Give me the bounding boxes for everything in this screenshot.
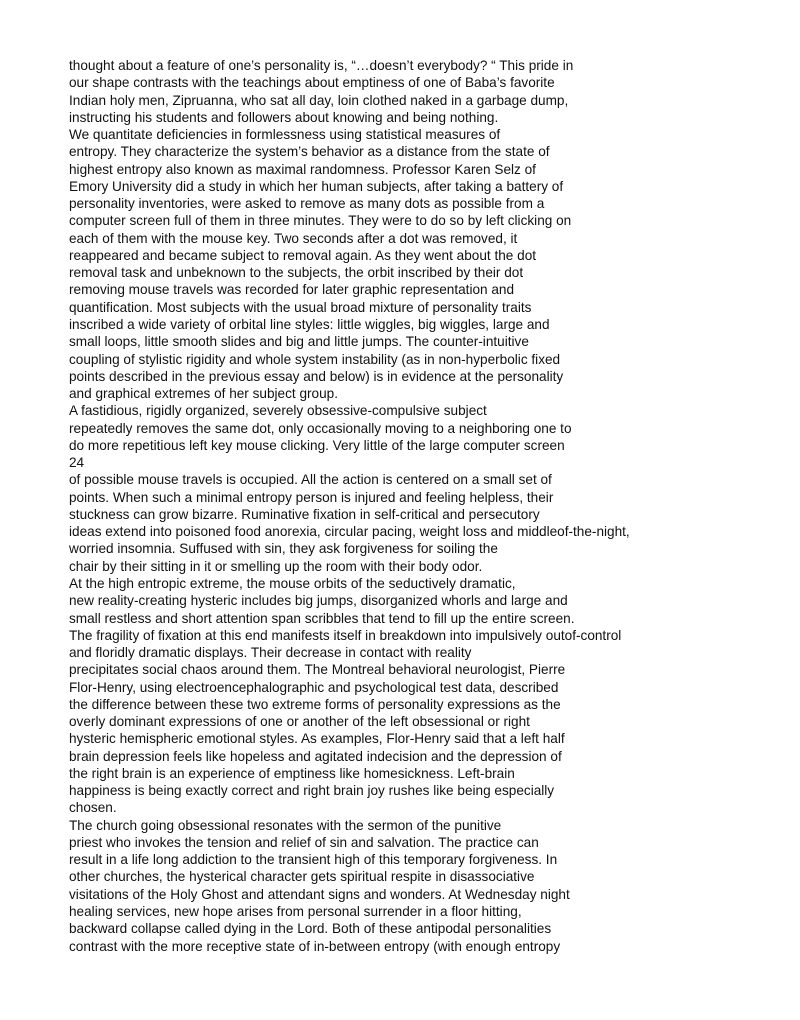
text-line: contrast with the more receptive state of in-between entropy (with enough entropy	[69, 938, 561, 954]
text-line: healing services, new hope arises from personal surrender in a floor hitting,	[69, 904, 522, 920]
text-line: our shape contrasts with the teachings about emptiness of one of Baba’s favorite	[69, 75, 555, 91]
text-line: stuckness can grow bizarre. Ruminative fixation in self-critical and persecutory	[69, 506, 540, 522]
text-line: overly dominant expressions of one or another of the left obsessional or right	[69, 714, 530, 730]
body-text	[69, 57, 769, 955]
text-line: the right brain is an experience of emptiness like homesickness. Left-brain	[69, 765, 515, 781]
text-line: inscribed a wide variety of orbital line styles: little wiggles, big wiggles, large and	[69, 316, 550, 332]
text-line: new reality-creating hysteric includes big jumps, disorganized whorls and large and	[69, 593, 568, 609]
text-line: priest who invokes the tension and relief of sin and salvation. The practice can	[69, 834, 539, 850]
text-line: removal task and unbeknown to the subjects, the orbit inscribed by their dot	[69, 265, 524, 281]
text-line: small restless and short attention span scribbles that tend to fill up the entire screen.	[69, 610, 575, 626]
text-line: A fastidious, rigidly organized, severely obsessive-compulsive subject	[69, 403, 487, 419]
text-line: repeatedly removes the same dot, only occasionally moving to a neighboring one to	[69, 420, 572, 436]
text-line: happiness is being exactly correct and right brain joy rushes like being especially	[69, 783, 555, 799]
text-line: hysteric hemispheric emotional styles. As examples, Flor-Henry said that a left half	[69, 731, 565, 747]
text-line: coupling of stylistic rigidity and whole system instability (as in non-hyperbolic fixed	[69, 351, 561, 367]
text-line: visitations of the Holy Ghost and attendant signs and wonders. At Wednesday night	[69, 886, 570, 902]
text-line: small loops, little smooth slides and big and little jumps. The counter-intuitive	[69, 334, 529, 350]
text-line: and graphical extremes of her subject group.	[69, 386, 339, 402]
text-line: The church going obsessional resonates with the sermon of the punitive	[69, 817, 502, 833]
text-line: instructing his students and followers about knowing and being nothing.	[69, 109, 499, 125]
text-line: Emory University did a study in which her human subjects, after taking a battery of	[69, 178, 564, 194]
text-line: entropy. They characterize the system’s behavior as a distance from the state of	[69, 144, 550, 160]
text-line: other churches, the hysterical character gets spiritual respite in disassociative	[69, 869, 535, 885]
text-line: highest entropy also known as maximal randomness. Professor Karen Selz of	[69, 161, 536, 177]
text-line: each of them with the mouse key. Two seconds after a dot was removed, it	[69, 230, 518, 246]
text-line: backward collapse called dying in the Lord. Both of these antipodal personalities	[69, 921, 552, 937]
text-line: chosen.	[69, 800, 117, 816]
text-line: quantification. Most subjects with the usual broad mixture of personality traits	[69, 299, 532, 315]
text-line: At the high entropic extreme, the mouse orbits of the seductively dramatic,	[69, 575, 516, 591]
text-line: reappeared and became subject to removal again. As they went about the dot	[69, 247, 537, 263]
text-line: chair by their sitting in it or smelling up the room with their body odor.	[69, 558, 483, 574]
text-line: We quantitate deficiencies in formlessness using statistical measures of	[69, 127, 501, 143]
text-line: The fragility of fixation at this end manifests itself in breakdown into impulsively outof-control	[69, 627, 622, 643]
text-line: points described in the previous essay and below) is in evidence at the personality	[69, 368, 564, 384]
text-line: the difference between these two extreme forms of personality expressions as the	[69, 696, 561, 712]
text-line: removing mouse travels was recorded for later graphic representation and	[69, 282, 515, 298]
text-line: Flor-Henry, using electroencephalographic and psychological test data, described	[69, 679, 559, 695]
text-line: result in a life long addiction to the transient high of this temporary forgiveness. In	[69, 852, 558, 868]
text-line: and floridly dramatic displays. Their decrease in contact with reality	[69, 645, 472, 661]
page-number: 24	[69, 455, 85, 471]
text-line: precipitates social chaos around them. The Montreal behavioral neurologist, Pierre	[69, 662, 566, 678]
text-line: thought about a feature of one’s personality is, “…doesn’t everybody? “ This pride in	[69, 58, 574, 73]
text-line: of possible mouse travels is occupied. All the action is centered on a small set of	[69, 472, 552, 488]
text-line: computer screen full of them in three minutes. They were to do so by left clicking on	[69, 213, 572, 229]
text-line: worried insomnia. Suffused with sin, they ask forgiveness for soiling the	[69, 541, 498, 557]
text-line: ideas extend into poisoned food anorexia, circular pacing, weight loss and middleof-the-night,	[69, 524, 630, 540]
text-line: do more repetitious left key mouse clicking. Very little of the large computer screen	[69, 437, 565, 453]
text-line: points. When such a minimal entropy person is injured and feeling helpless, their	[69, 489, 554, 505]
text-line: brain depression feels like hopeless and agitated indecision and the depression of	[69, 748, 562, 764]
text-line: Indian holy men, Zipruanna, who sat all day, loin clothed naked in a garbage dump,	[69, 92, 569, 108]
text-line: personality inventories, were asked to remove as many dots as possible from a	[69, 196, 545, 212]
